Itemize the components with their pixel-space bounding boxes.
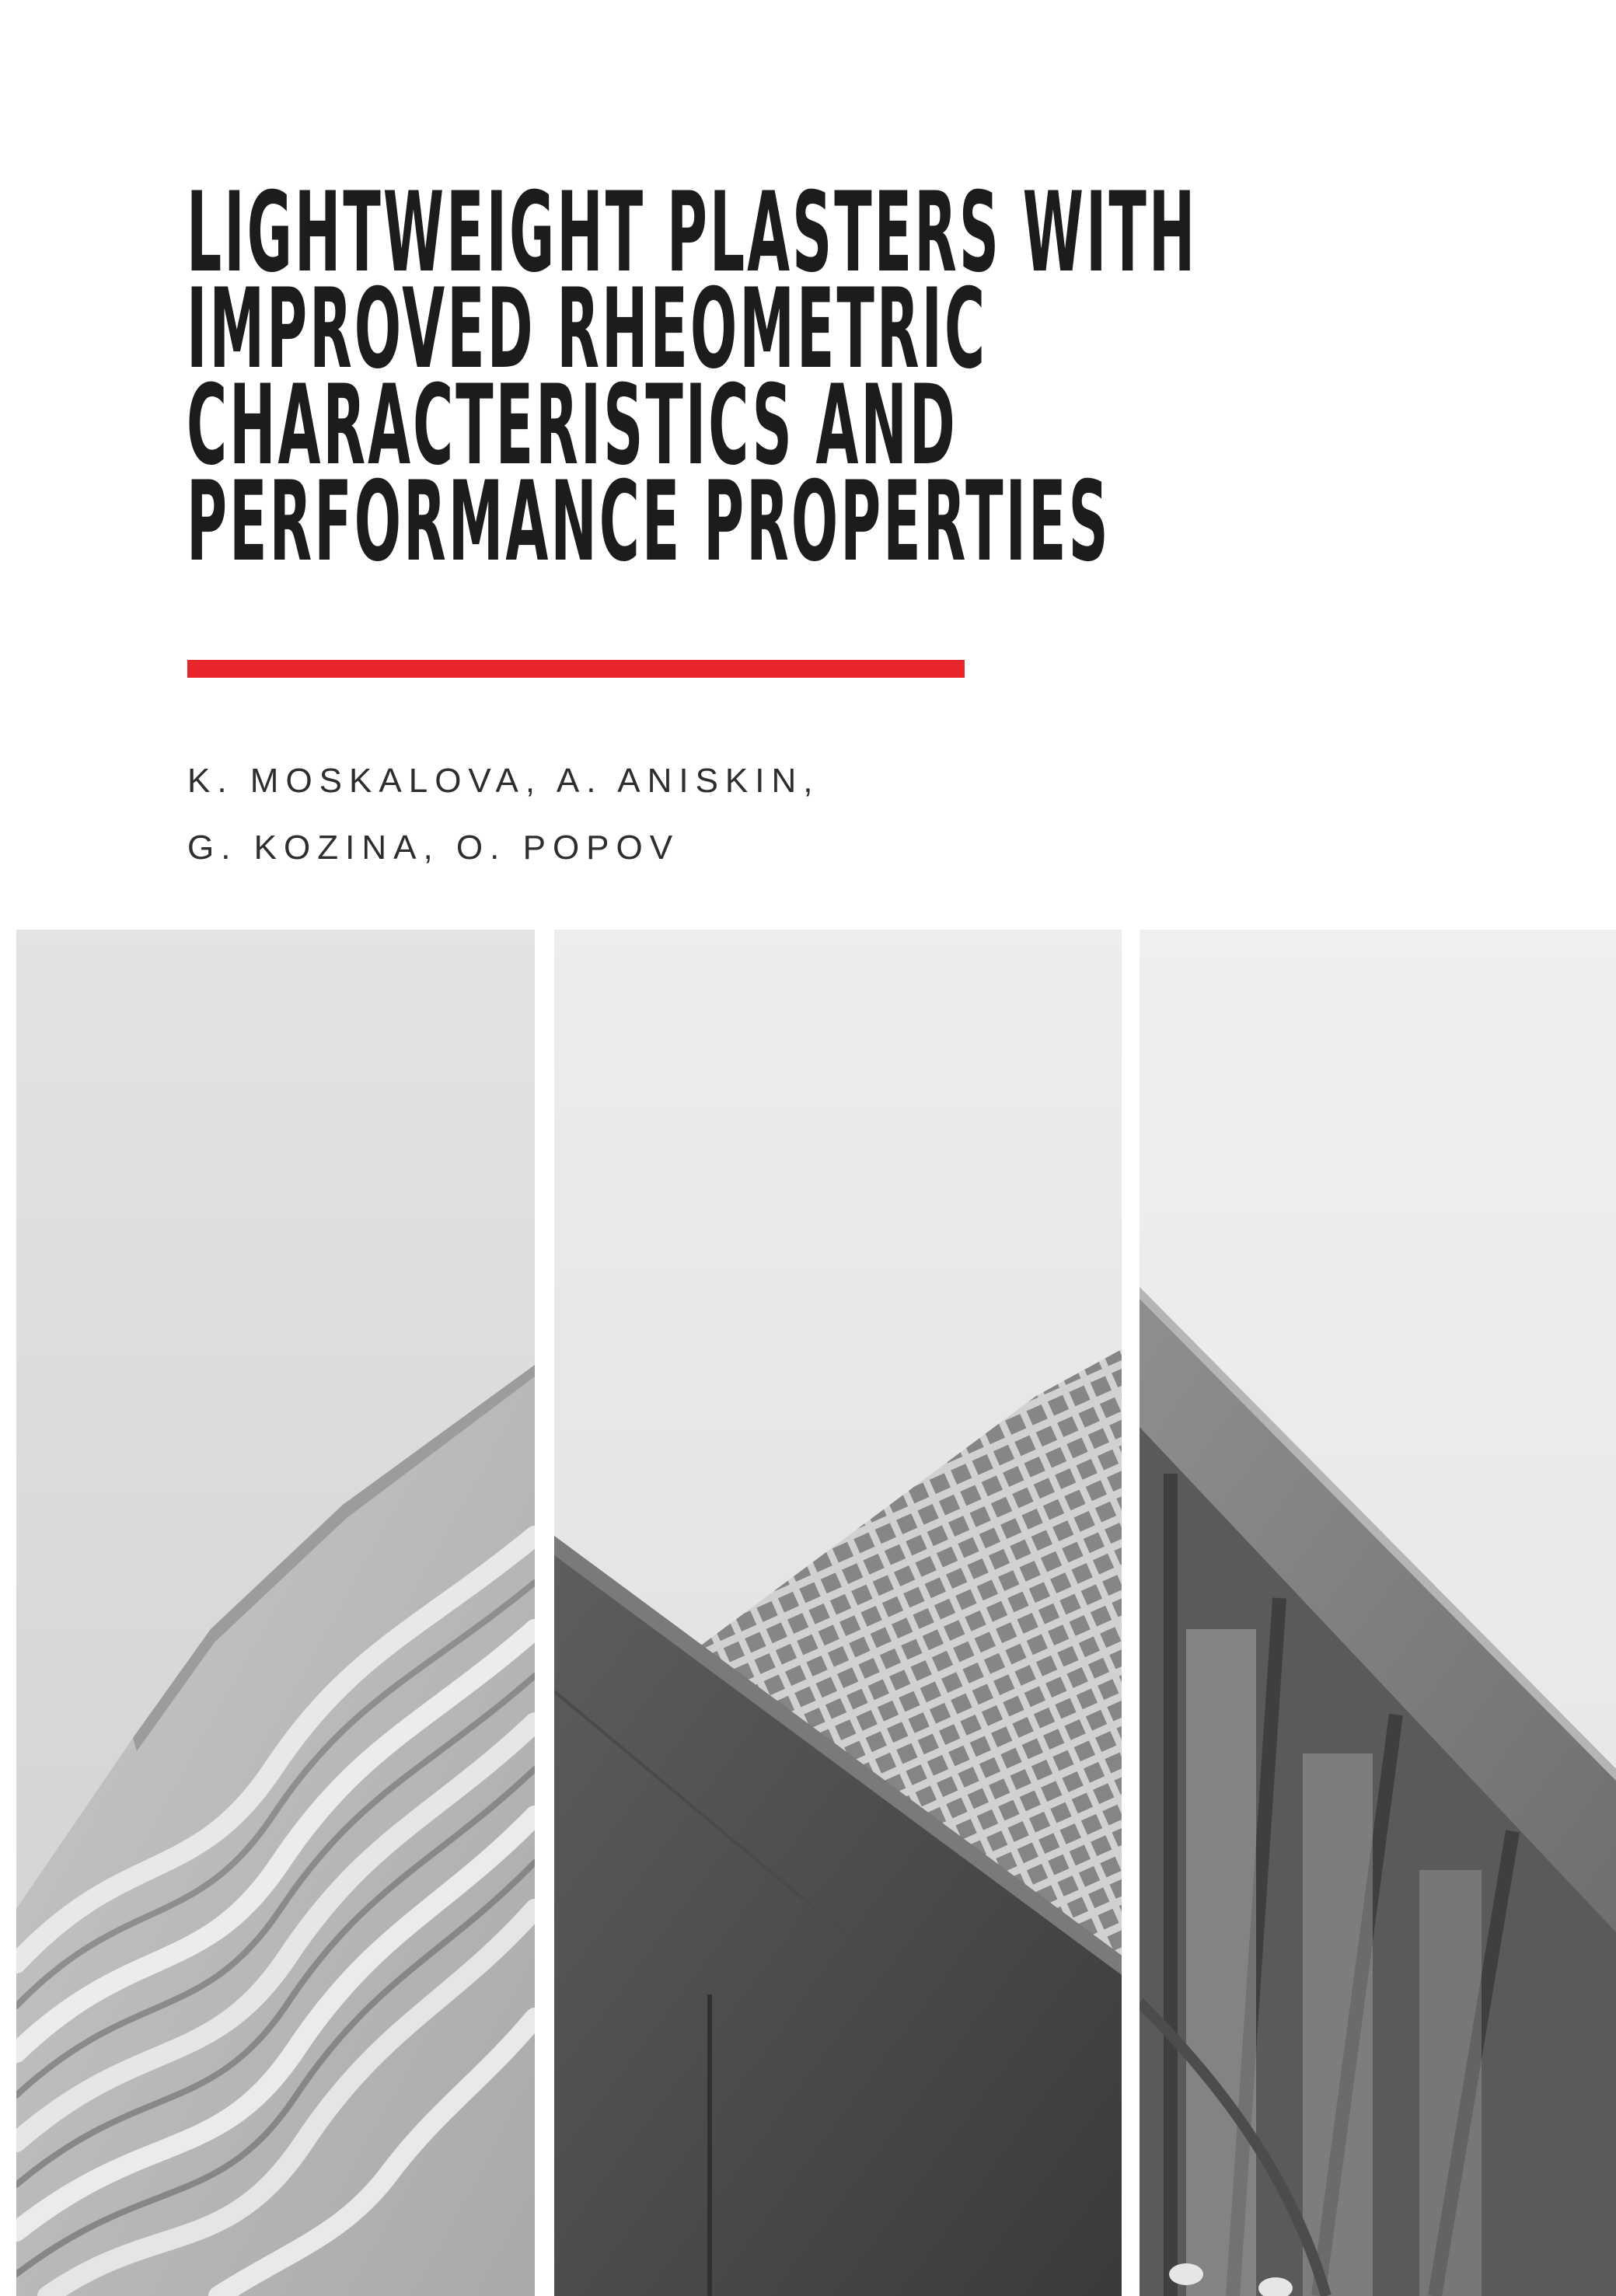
grid-skyscraper-illustration — [554, 930, 1122, 2296]
photo-wavy-facade-building — [16, 930, 535, 2296]
cover-title — [187, 169, 1198, 586]
title-line: PERFORMANCE PROPERTIES — [187, 458, 1111, 586]
concrete-overhang-illustration — [1140, 930, 1616, 2296]
photo-concrete-overhang-building — [1140, 930, 1616, 2296]
title-line: CHARACTERISTICS AND — [187, 361, 958, 490]
red-divider-rule — [187, 660, 965, 678]
authors-line: G. KOZINA, O. POPOV — [187, 829, 680, 867]
photo-grid-window-skyscraper — [554, 930, 1122, 2296]
wavy-facade-illustration — [16, 930, 535, 2296]
title-line: IMPROVED RHEOMETRIC — [187, 265, 988, 393]
authors — [187, 748, 1042, 881]
title-line: LIGHTWEIGHT PLASTERS WITH — [187, 169, 1198, 297]
authors-line: K. MOSKALOVA, A. ANISKIN, — [187, 762, 820, 800]
